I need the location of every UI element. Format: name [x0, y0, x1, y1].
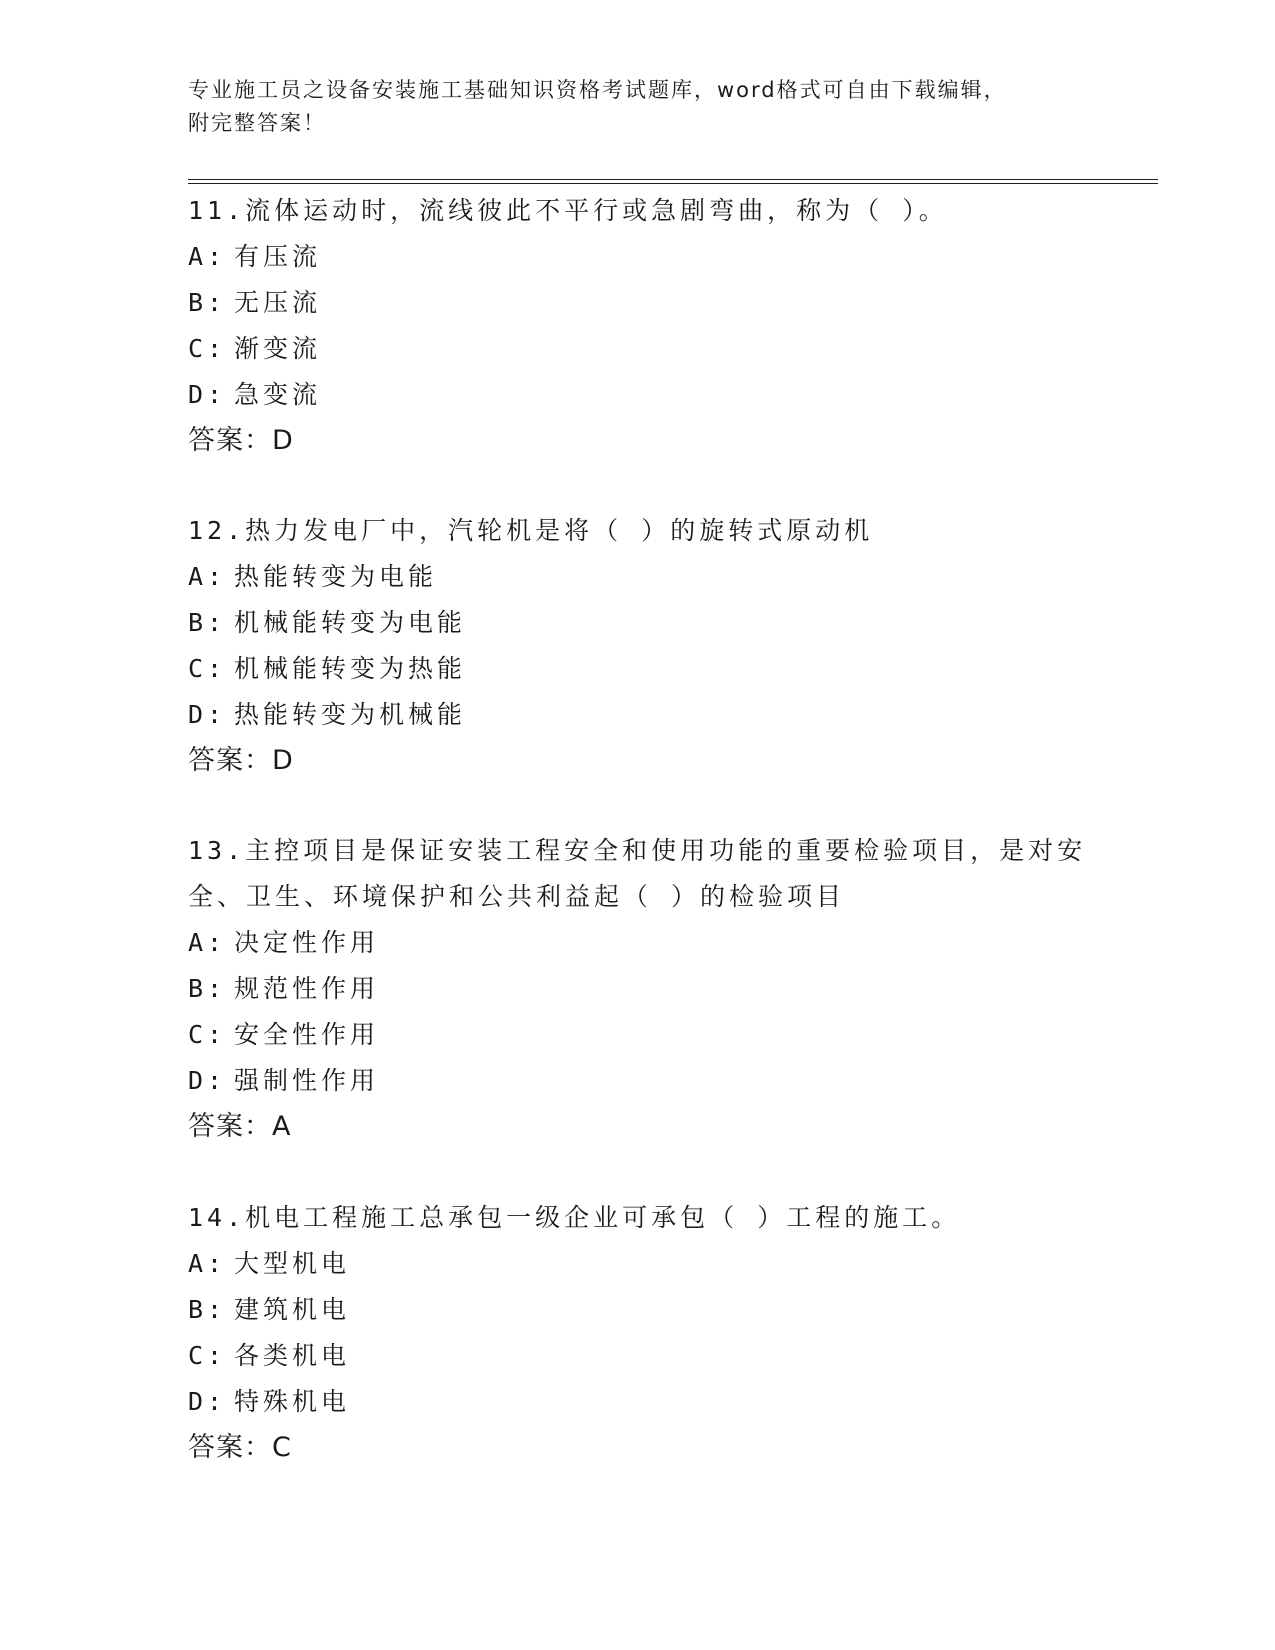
option-text: 安全性作用	[234, 1020, 380, 1049]
answer-line: 答案：A	[188, 1111, 292, 1142]
document-header	[188, 74, 1068, 140]
option-letter: C:	[188, 654, 227, 683]
option-text: 建筑机电	[234, 1295, 351, 1324]
option-letter: B:	[188, 288, 227, 317]
option-text: 渐变流	[234, 334, 322, 363]
option-letter: D:	[188, 380, 227, 409]
option-letter: A:	[188, 242, 227, 271]
option-text: 无压流	[234, 288, 322, 317]
question-stem: 14.机电工程施工总承包一级企业可承包（ ）工程的施工。	[188, 1203, 961, 1232]
option-c	[188, 326, 1088, 372]
option-letter: A:	[188, 1249, 227, 1278]
option-b	[188, 600, 1088, 646]
question-11	[188, 188, 1088, 464]
option-d	[188, 692, 1088, 738]
header-line-1: 专业施工员之设备安装施工基础知识资格考试题库，word格式可自由下载编辑，	[188, 78, 1007, 102]
option-letter: C:	[188, 1020, 227, 1049]
option-letter: D:	[188, 1387, 227, 1416]
option-a	[188, 234, 1088, 280]
question-stem: 12.热力发电厂中，汽轮机是将（ ）的旋转式原动机	[188, 516, 874, 545]
option-letter: D:	[188, 700, 227, 729]
option-b	[188, 1287, 1088, 1333]
option-letter: B:	[188, 608, 227, 637]
question-13	[188, 828, 1088, 1150]
option-a	[188, 1241, 1088, 1287]
option-text: 机械能转变为电能	[234, 608, 467, 637]
option-c	[188, 1333, 1088, 1379]
option-text: 规范性作用	[234, 974, 380, 1003]
option-letter: A:	[188, 928, 227, 957]
question-12	[188, 508, 1088, 784]
option-text: 热能转变为机械能	[234, 700, 467, 729]
option-letter: C:	[188, 334, 227, 363]
option-c	[188, 1012, 1088, 1058]
option-text: 决定性作用	[234, 928, 380, 957]
answer-line: 答案：D	[188, 745, 294, 776]
option-text: 机械能转变为热能	[234, 654, 467, 683]
option-text: 有压流	[234, 242, 322, 271]
answer-line: 答案：C	[188, 1432, 292, 1463]
option-letter: B:	[188, 1295, 227, 1324]
option-letter: B:	[188, 974, 227, 1003]
option-letter: C:	[188, 1341, 227, 1370]
option-letter: D:	[188, 1066, 227, 1095]
option-a	[188, 920, 1088, 966]
option-a	[188, 554, 1088, 600]
option-d	[188, 1058, 1088, 1104]
option-b	[188, 966, 1088, 1012]
header-line-2: 附完整答案！	[188, 111, 326, 135]
option-b	[188, 280, 1088, 326]
answer-line: 答案：D	[188, 425, 294, 456]
question-stem: 11.流体运动时，流线彼此不平行或急剧弯曲，称为（ ）。	[188, 196, 948, 225]
option-text: 强制性作用	[234, 1066, 380, 1095]
question-stem-continued: 全、卫生、环境保护和公共利益起（ ）的检验项目	[188, 882, 846, 911]
question-14	[188, 1195, 1088, 1471]
option-text: 各类机电	[234, 1341, 351, 1370]
option-c	[188, 646, 1088, 692]
option-d	[188, 1379, 1088, 1425]
option-d	[188, 372, 1088, 418]
option-text: 热能转变为电能	[234, 562, 438, 591]
option-letter: A:	[188, 562, 227, 591]
option-text: 大型机电	[234, 1249, 351, 1278]
header-divider-top	[188, 179, 1158, 180]
option-text: 急变流	[234, 380, 322, 409]
option-text: 特殊机电	[234, 1387, 351, 1416]
header-divider-bottom	[188, 183, 1158, 184]
question-stem: 13.主控项目是保证安装工程安全和使用功能的重要检验项目，是对安	[188, 836, 1087, 865]
